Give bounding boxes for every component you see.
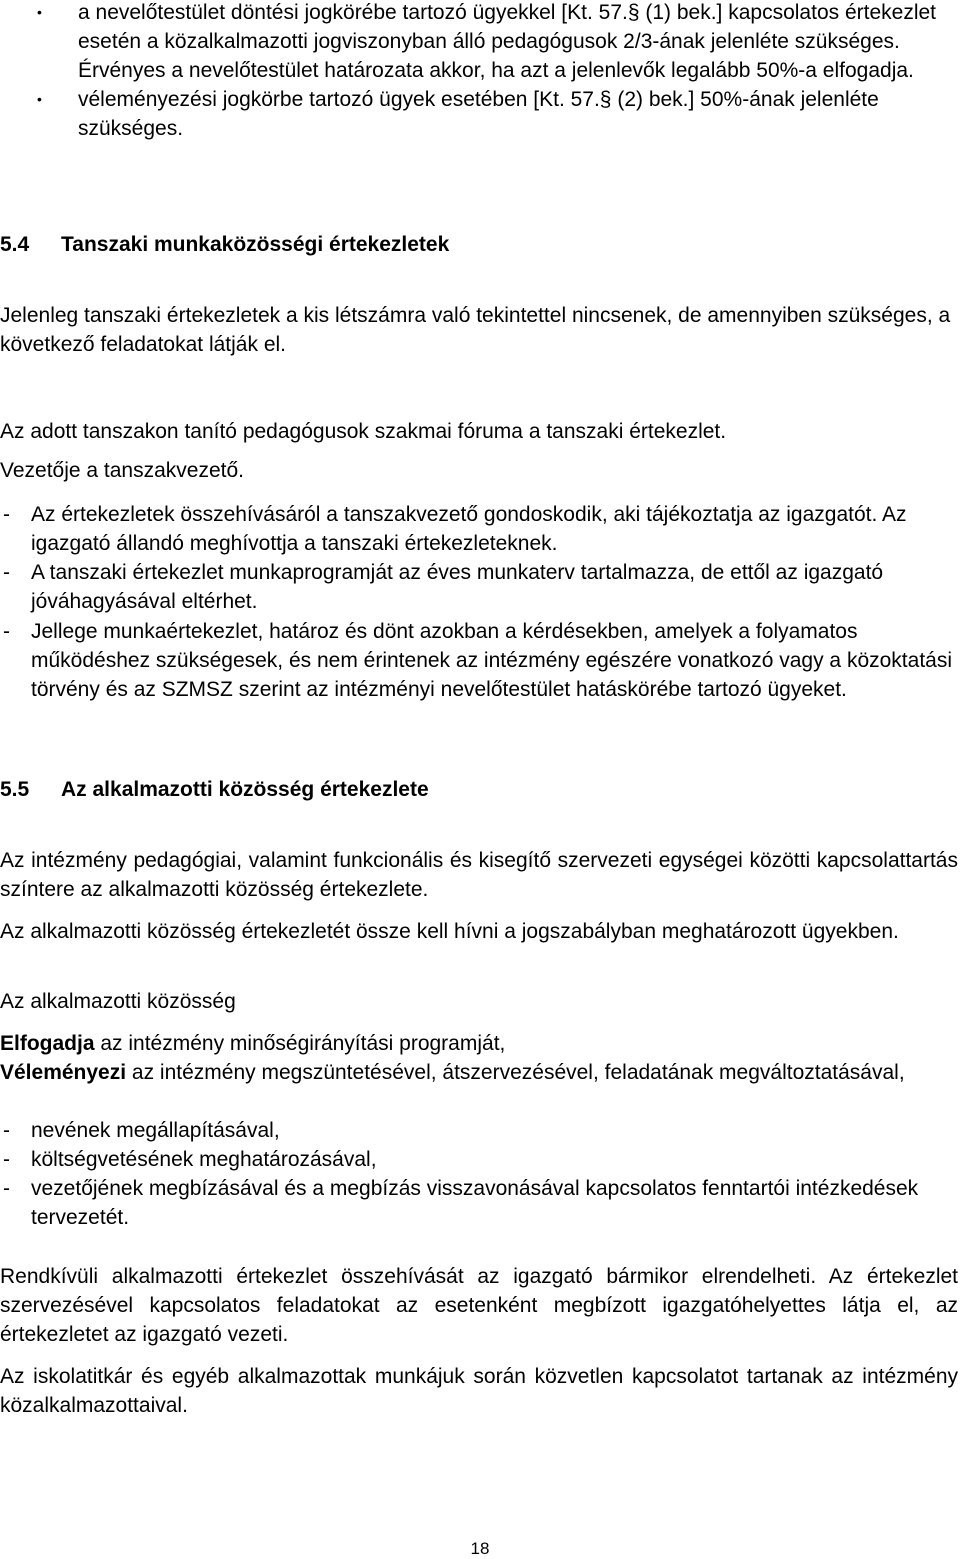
section-heading-5-4 [0,230,449,259]
section-title: Az alkalmazotti közösség értekezlete [61,778,429,801]
dash-list-item [0,1116,958,1145]
paragraph: Vezetője a tanszakvezető. [0,459,244,482]
dash-list-item [0,1145,958,1174]
opines-keyword: Véleményezi [0,1061,127,1084]
section-number: 5.4 [0,233,30,256]
dash-mark: - [3,1119,10,1142]
paragraph: Az adott tanszakon tanító pedagógusok szakmai fóruma a tanszaki értekezlet. [0,420,727,443]
dash-mark: - [3,503,10,526]
opines-text: az intézmény megszüntetésével, átszervezésével, feladatának megváltoztatásával, [126,1061,905,1084]
accepts-keyword: Elfogadja [0,1032,95,1055]
dash-list-item [0,558,958,616]
paragraph: Rendkívüli alkalmazotti értekezlet összehívását az igazgató bármikor elrendelheti. Az értekezlet szervezésével kapcsolatos feladatokat az esetenként megbízott igazgatóhelyettes látja el, az értekezletet az igazgató vezeti. [0,1265,958,1346]
dash-item-text: A tanszaki értekezlet munkaprogramját az éves munkaterv tartalmazza, de ettől az igazgató jóváhagyásával eltérhet. [31,561,884,613]
dash-mark: - [3,1148,10,1171]
bullet-text: a nevelőtestület döntési jogkörébe tartozó ügyekkel [Kt. 57.§ (1) bek.] kapcsolatos értekezlet esetén a közalkalmazotti jogviszonyban álló pedagógusok 2/3-ának jelenléte szükséges. Érvényes a nevelőtestület határozata akkor, ha azt a jelenlevők legalább 50%-a elfogadja. [78,1,936,82]
dash-item-text: költségvetésének meghatározásával, [31,1148,377,1171]
dash-list-item [0,617,958,704]
section-title: Tanszaki munkaközösségi értekezletek [61,233,450,256]
paragraph: Jelenleg tanszaki értekezletek a kis létszámra való tekintettel nincsenek, de amennyiben szükséges, a következő feladatokat látják el. [0,304,951,356]
paragraph: Az alkalmazotti közösség [0,990,236,1013]
dash-mark: - [3,1177,10,1200]
paragraph: Az alkalmazotti közösség értekezletét össze kell hívni a jogszabályban meghatározott ügyekben. [0,920,899,943]
bullet-item [35,85,950,143]
section-number: 5.5 [0,778,30,801]
bullet-item [35,0,950,85]
page-number: 18 [470,1539,490,1558]
dash-mark: - [3,620,10,643]
accepts-line [0,1029,958,1058]
dash-item-text: vezetőjének megbízásával és a megbízás visszavonásával kapcsolatos fenntartói intézkedések tervezetét. [31,1177,919,1229]
bullet-list [35,0,950,143]
section-heading-5-5 [0,775,429,804]
dash-item-text: Az értekezletek összehívásáról a tanszakvezető gondoskodik, aki tájékoztatja az igazgatót. Az igazgató állandó meghívottja a tanszaki értekezleteknek. [31,503,907,555]
accepts-text: az intézmény minőségirányítási programját, [94,1032,506,1055]
dash-list-item [0,500,958,558]
bullet-icon: • [37,91,42,107]
bullet-icon: • [37,4,42,20]
dash-mark: - [3,561,10,584]
paragraph: Az intézmény pedagógiai, valamint funkcionális és kisegítő szervezeti egységei közötti kapcsolattartás színtere az alkalmazotti közösség értekezlete. [0,849,958,901]
dash-item-text: Jellege munkaértekezlet, határoz és dönt azokban a kérdésekben, amelyek a folyamatos működéshez szükségesek, és nem érintenek az intézmény egészére vonatkozó vagy a közoktatási törvény és az SZMSZ szerint az intézményi nevelőtestület hatáskörébe tartozó ügyeket. [31,620,952,701]
bullet-text: véleményezési jogkörbe tartozó ügyek esetében [Kt. 57.§ (2) bek.] 50%-ának jelenléte szükséges. [78,88,879,140]
opines-line [0,1058,958,1087]
dash-item-text: nevének megállapításával, [31,1119,280,1142]
dash-list-item [0,1174,958,1232]
paragraph: Az iskolatitkár és egyéb alkalmazottak munkájuk során közvetlen kapcsolatot tartanak az intézmény közalkalmazottaival. [0,1365,958,1417]
